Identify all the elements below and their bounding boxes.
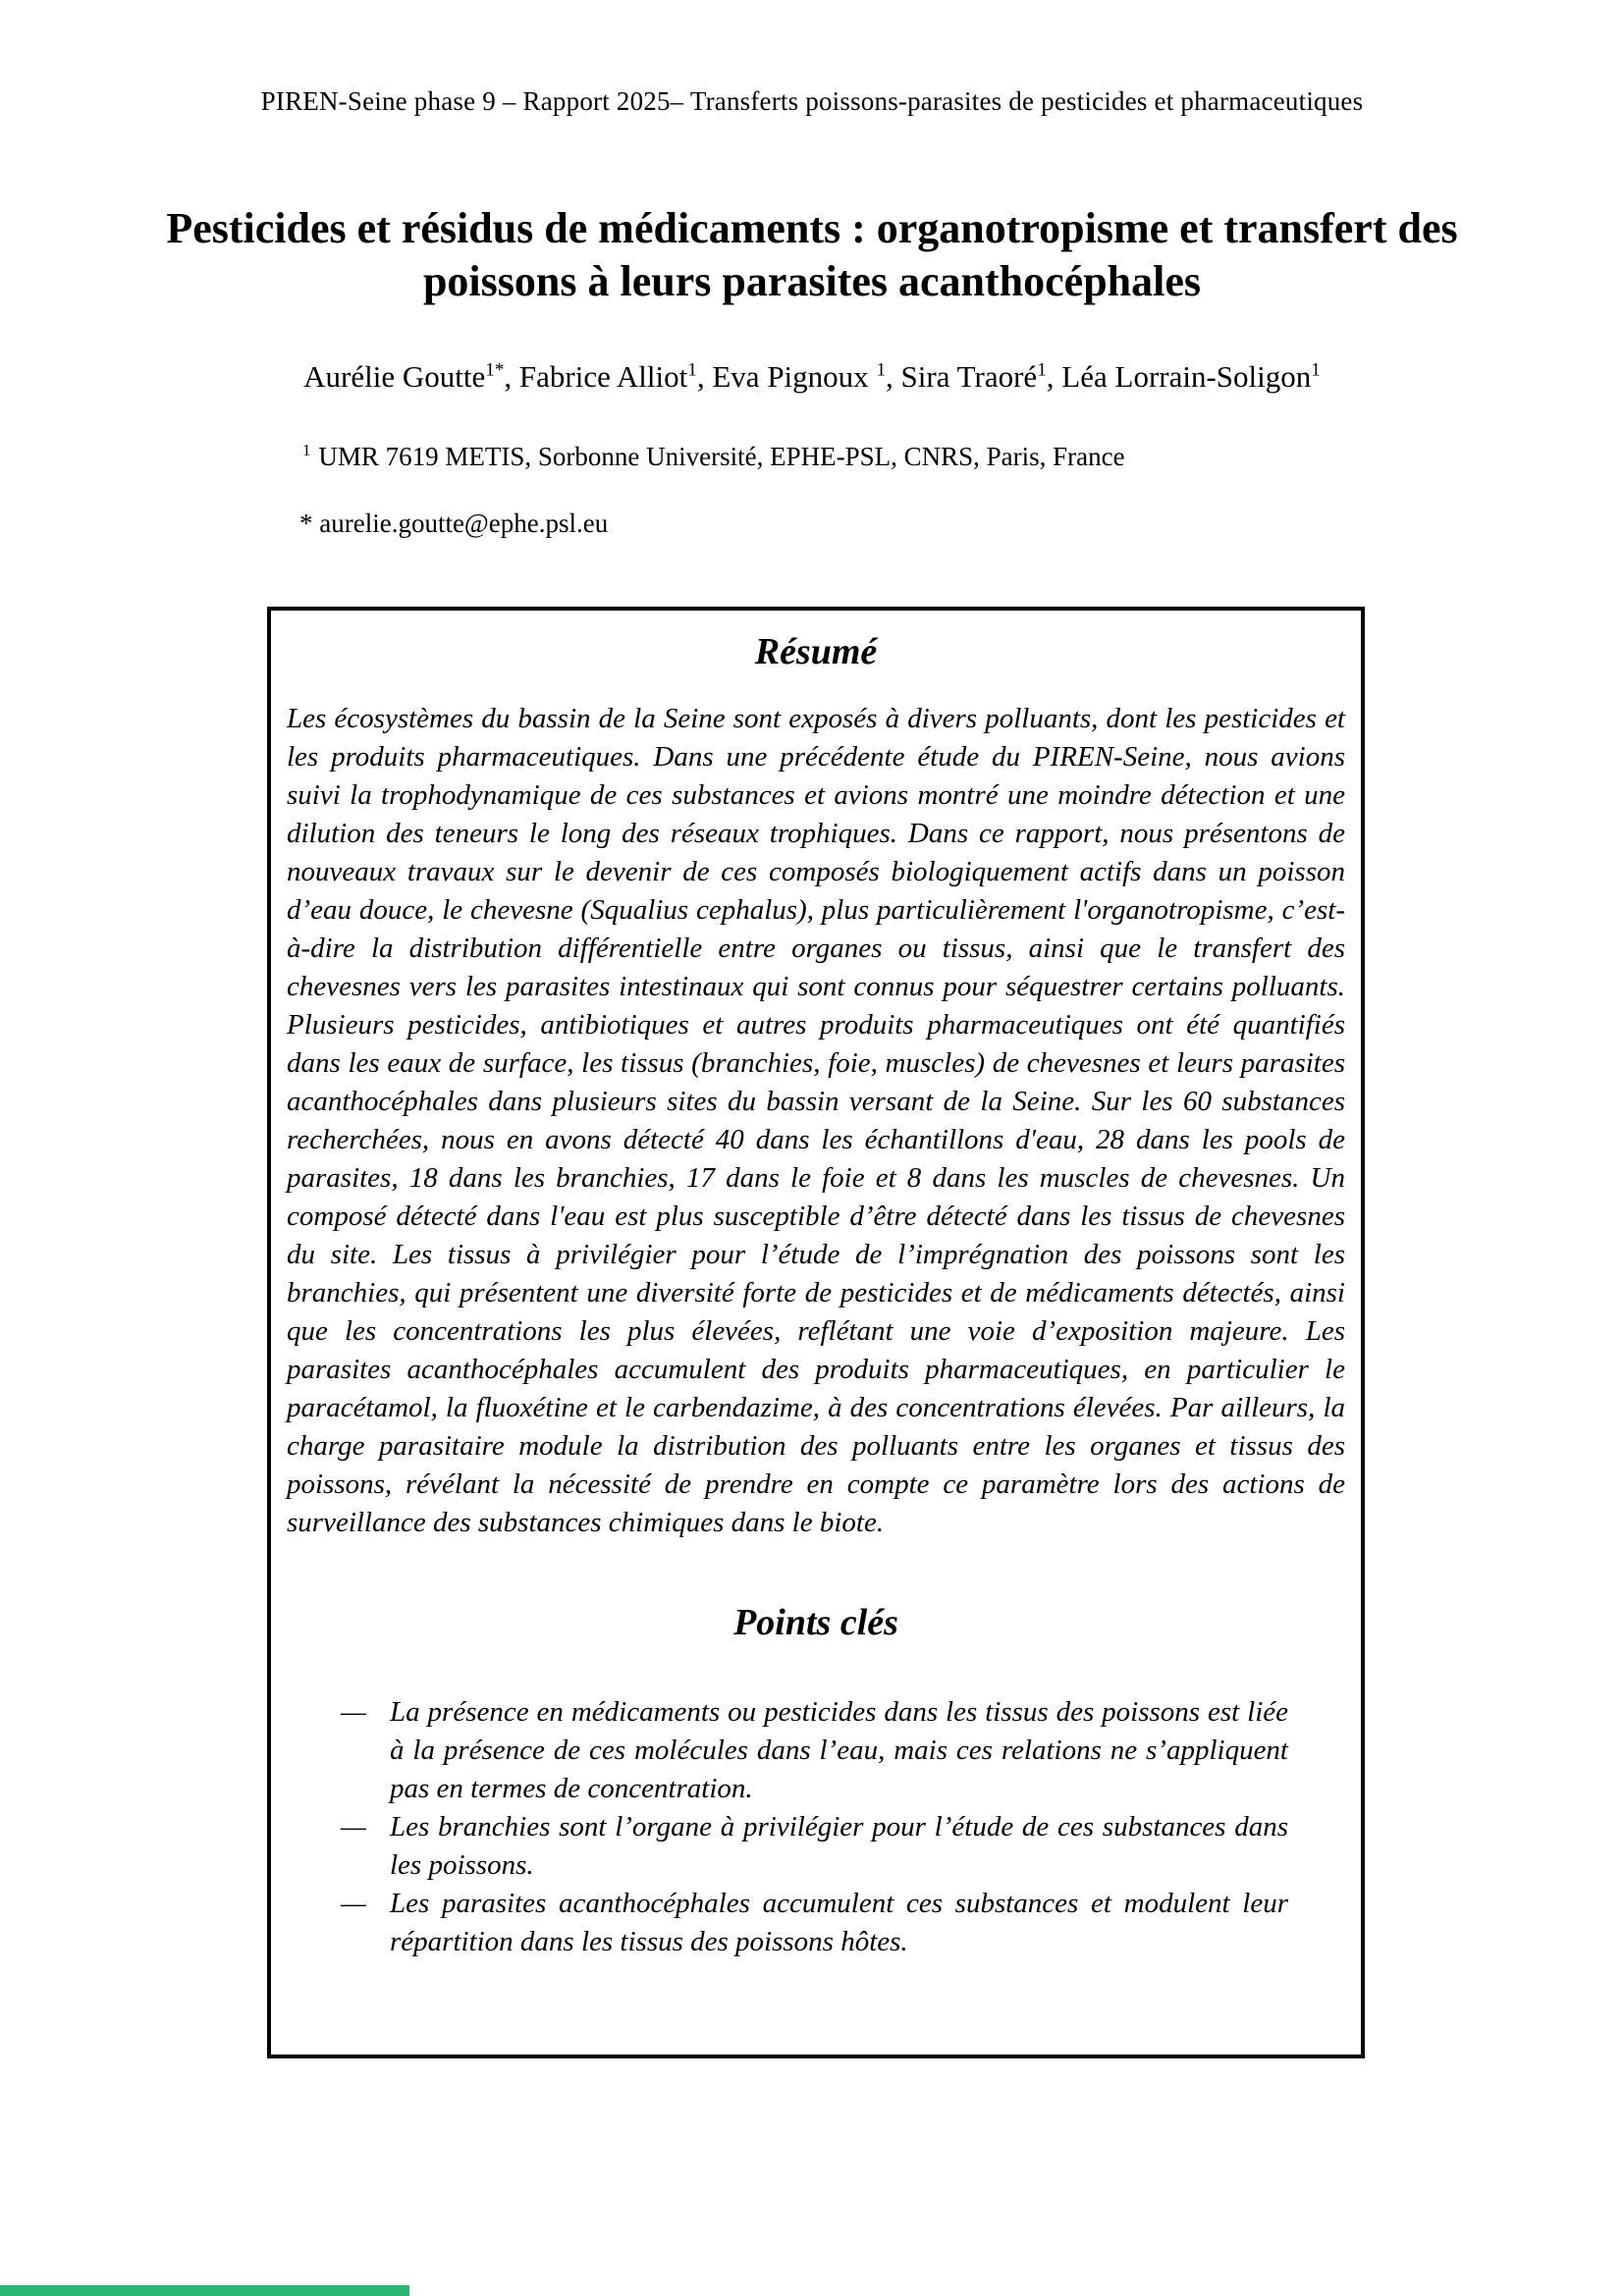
affiliation-number: 1 [302, 441, 311, 459]
footer-accent-bar [0, 2285, 409, 2296]
running-header: PIREN-Seine phase 9 – Rapport 2025– Transferts poissons-parasites de pesticides et pharmaceutiques [260, 86, 1364, 116]
author-affiliation-mark: 1 [1311, 359, 1321, 381]
bullet-dash: — [341, 1696, 366, 1728]
key-point-item [341, 1693, 1288, 1808]
page-title: Pesticides et résidus de médicaments : organotropisme et transfert des poissons à leurs parasites acanthocéphales [166, 204, 1458, 305]
key-points-list [287, 1693, 1345, 1961]
author-affiliation-mark: 1 [687, 359, 697, 381]
author-affiliation-mark: 1 [1037, 359, 1047, 381]
correspondence-email: * aurelie.goutte@ephe.psl.eu [299, 508, 609, 538]
abstract-heading: Résumé [754, 631, 878, 672]
key-point-text: Les parasites acanthocéphales accumulent ces substances et modulent leur répartition dans les tissus des poissons hôtes. [390, 1888, 1288, 1957]
authors-line [0, 359, 1624, 395]
author: Eva Pignoux $^1$, [712, 359, 901, 394]
bullet-dash: — [341, 1888, 366, 1919]
author: Aurélie Goutte$^{1*}$, [303, 359, 519, 394]
abstract-text: Les écosystèmes du bassin de la Seine sont exposés à divers polluants, dont les pesticides et les produits pharmaceutiques. Dans une précédente étude du PIREN-Seine, nous avions suivi la trophodynamique de ces substances et avions montré une moindre détection et une dilution des teneurs le long des réseaux trophiques. Dans ce rapport, nous présentons de nouveaux travaux sur le devenir de ces composés biologiquement actifs dans un poisson d’eau douce, le chevesne (Squalius cephalus), plus particulièrement l'organotropisme, c’est-à-dire la distribution différentielle entre organes ou tissus, ainsi que le transfert des chevesnes vers les parasites intestinaux qui sont connus pour séquestrer certains polluants. Plusieurs pesticides, antibiotiques et autres produits pharmaceutiques ont été quantifiés dans les eaux de surface, les tissus (branchies, foie, muscles) de chevesnes et leurs parasites acanthocéphales dans plusieurs sites du bassin versant de la Seine. Sur les 60 substances recherchées, nous en avons détecté 40 dans les échantillons d'eau, 28 dans les pools de parasites, 18 dans les branchies, 17 dans le foie et 8 dans les muscles de chevesnes. Un composé détecté dans l'eau est plus susceptible d’être détecté dans les tissus de chevesnes du site. Les tissus à privilégier pour l’étude de l’imprégnation des poissons sont les branchies, qui présentent une diversité forte de pesticides et de médicaments détectés, ainsi que les concentrations les plus élevées, reflétant une voie d’exposition majeure. Les parasites acanthocéphales accumulent des produits pharmaceutiques, en particulier le paracétamol, la fluoxétine et le carbendazime, à des concentrations élevées. Par ailleurs, la charge parasitaire module la distribution des polluants entre les organes et tissus des poissons, révélant la nécessité de prendre en compte ce paramètre lors des actions de surveillance des substances chimiques dans le biote. [287, 703, 1345, 1538]
key-point-text: La présence en médicaments ou pesticides dans les tissus des poissons est liée à la présence de ces molécules dans l’eau, mais ces relations ne s’appliquent pas en termes de concentration. [390, 1696, 1288, 1804]
affiliation-line [302, 442, 1125, 472]
key-point-item [341, 1885, 1288, 1961]
key-point-item [341, 1808, 1288, 1885]
bullet-dash: — [341, 1811, 366, 1842]
author: Sira Traoré$^1$, [900, 359, 1062, 394]
author: Léa Lorrain-Soligon$^1$ [1061, 359, 1321, 394]
key-points-heading: Points clés [733, 1602, 898, 1643]
author-affiliation-mark: 1 [876, 359, 887, 381]
affiliation-text: UMR 7619 METIS, Sorbonne Université, EPHE-PSL, CNRS, Paris, France [318, 442, 1125, 471]
author: Fabrice Alliot$^1$, [518, 359, 713, 394]
abstract-box [267, 607, 1365, 2058]
key-point-text: Les branchies sont l’organe à privilégier pour l’étude de ces substances dans les poissons. [390, 1811, 1288, 1881]
author-affiliation-mark: 1* [485, 359, 505, 381]
